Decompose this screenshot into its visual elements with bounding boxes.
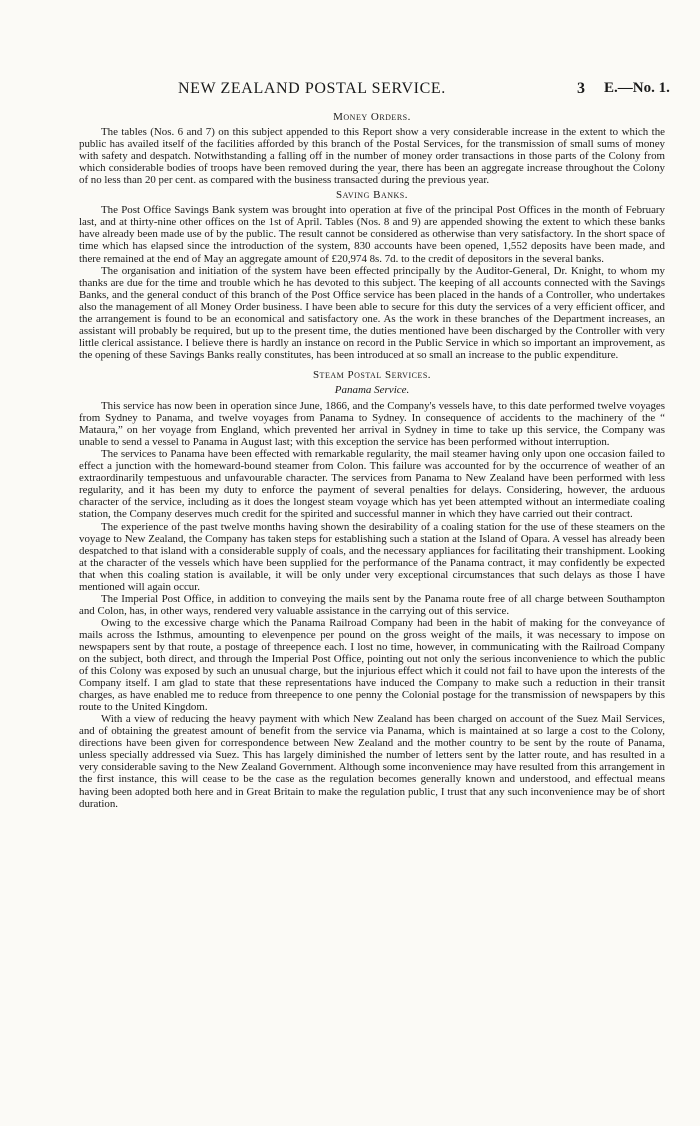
paragraph-saving-banks-1: The Post Office Savings Bank system was brought into operation at five of the principal Post Offices in the month of February last, and at thirty-nine other offices on the 1st of April. Tables (Nos. 8 and 9) are appended showing the extent to which these banks have already been made use of by the public. The result cannot be considered as otherwise than very satisfactory. In the short space of time which has elapsed since the introduction of the system, 830 accounts have been opened, 1,552 deposits have been made, and there remained at the end of May an aggregate amount of £20,974 8s. 7d. to the credit of depositors in the several banks.: [79, 204, 665, 265]
paragraph-panama-5: Owing to the excessive charge which the Panama Railroad Company had been in the habit of making for the conveyance of mails across the Isthmus, amounting to elevenpence per pound on the gross weight of the mails, it was necessary to impose on newspapers sent by that route, a postage of threepence each. I lost no time, however, in communicating with the Railroad Company on the subject, both direct, and through the Imperial Post Office, pointing out not only the serious inconvenience to which the public of this Colony was exposed by such an unusual charge, but the injurious effect which it could not fail to have upon the interests of the Company itself. I am glad to state that these representations have induced the Company to make such a reduction in their transit charges, as have enabled me to reduce from threepence to one penny the Colonial postage for the transmission of newspapers by this route to the United Kingdom.: [79, 616, 665, 714]
subheading-panama-service: Panama Service.: [334, 383, 410, 396]
document-reference: E.—No. 1.: [604, 80, 670, 96]
paragraph-panama-3: The experience of the past twelve months having shown the desirability of a coaling station for the use of these steamers on the voyage to New Zealand, the Company has taken steps for establishing such a station at the Island of Opara. A vessel has already been despatched to that island with a considerable supply of coals, and the necessary appliances for facilitating their transhipment. Looking at the character of the vessels which have been supplied for the performance of the Panama contract, it may confidently be expected that when this coaling station is available, it will be only under very exceptional circumstances that such delays as those I have mentioned will again occur.: [79, 520, 665, 593]
page-number: 3: [577, 80, 585, 97]
document-body: [79, 108, 665, 810]
page-header: [0, 80, 700, 102]
paragraph-saving-banks-2: The organisation and initiation of the system have been effected principally by the Auditor-General, Dr. Knight, to whom my thanks are due for the time and trouble which he has devoted to this subject. The keeping of all accounts connected with the Savings Banks, and the general conduct of this branch of the Post Office service has been placed in the hands of a Controller, who undertakes also the management of all Money Order business. I have been able to secure for this duty the services of a very efficient officer, and the arrangement is found to be an economical and satisfactory one. As the work in these branches of the Department increases, an assistant will probably be required, but up to the present time, the duties mentioned have been discharged by the Controller with very little clerical assistance. I believe there is hardly an instance on record in the Public Service in which so important an improvement, as the opening of these Savings Banks really constitutes, has been introduced at so small an increase to the public expenditure.: [79, 264, 665, 361]
paragraph-money-orders-1: The tables (Nos. 6 and 7) on this subject appended to this Report show a very considerable increase in the extent to which the public has availed itself of the facilities afforded by this branch of the Postal Services, for the transmission of small sums of money with safety and despatch. Notwithstanding a falling off in the number of money order transactions in those parts of the Colony from which considerable bodies of troops have been removed during the year, there has been an aggregate increase throughout the Colony of no less than 20 per cent. as compared with the business transacted during the previous year.: [79, 126, 665, 187]
paragraph-panama-1: This service has now been in operation since June, 1866, and the Company's vessels have, to this date performed twelve voyages from Sydney to Panama, and twelve voyages from Panama to Sydney. In consequence of accidents to the machinery of the “ Mataura,” on her voyage from England, which prevented her arrival in Sydney in time to take up this service, the Company was unable to send a vessel to Panama in August last; with this exception the service has been performed without interruption.: [79, 400, 665, 449]
paragraph-panama-2: The services to Panama have been effected with remarkable regularity, the mail steamer having only upon one occasion failed to effect a junction with the homeward-bound steamer from Colon. This failure was accounted for by the occurrence of weather of an extraordinarily tempestuous and unfavourable character. The services from Panama to New Zealand have been performed with less regularity, and it has been my duty to enforce the payment of several penalties for delays. Considering, however, the arduous character of the service, including as it does the longest steam voyage which has yet been attempted without an intermediate coaling station, the Company deserves much credit for the spirited and successful manner in which they have carried out their contract.: [79, 448, 665, 521]
paragraph-panama-4: The Imperial Post Office, in addition to conveying the mails sent by the Panama route free of all charge between Southampton and Colon, has, in other ways, rendered very valuable assistance in the carrying out of this service.: [79, 592, 665, 617]
heading-steam-postal-services: Steam Postal Services.: [312, 368, 432, 381]
running-title: NEW ZEALAND POSTAL SERVICE.: [178, 80, 446, 97]
paragraph-panama-6: With a view of reducing the heavy payment with which New Zealand has been charged on account of the Suez Mail Services, and of obtaining the greatest amount of benefit from the service via Panama, which is maintained at so large a cost to the Colony, directions have been given for correspondence between New Zealand and the mother country to be sent by the route of Panama, unless specially addressed via Suez. This has largely diminished the number of letters sent by the latter route, and has resulted in a very considerable saving to the New Zealand Government. Although some inconvenience may have resulted from this arrangement in the first instance, this will cease to be the case as the regulation becomes generally known and understood, and effectual means having been adopted both here and in Great Britain to make the regulation public, I trust that any such inconvenience may be of short duration.: [79, 713, 665, 810]
heading-money-orders: Money Orders.: [333, 111, 411, 123]
heading-saving-banks: Saving Banks.: [336, 189, 408, 202]
